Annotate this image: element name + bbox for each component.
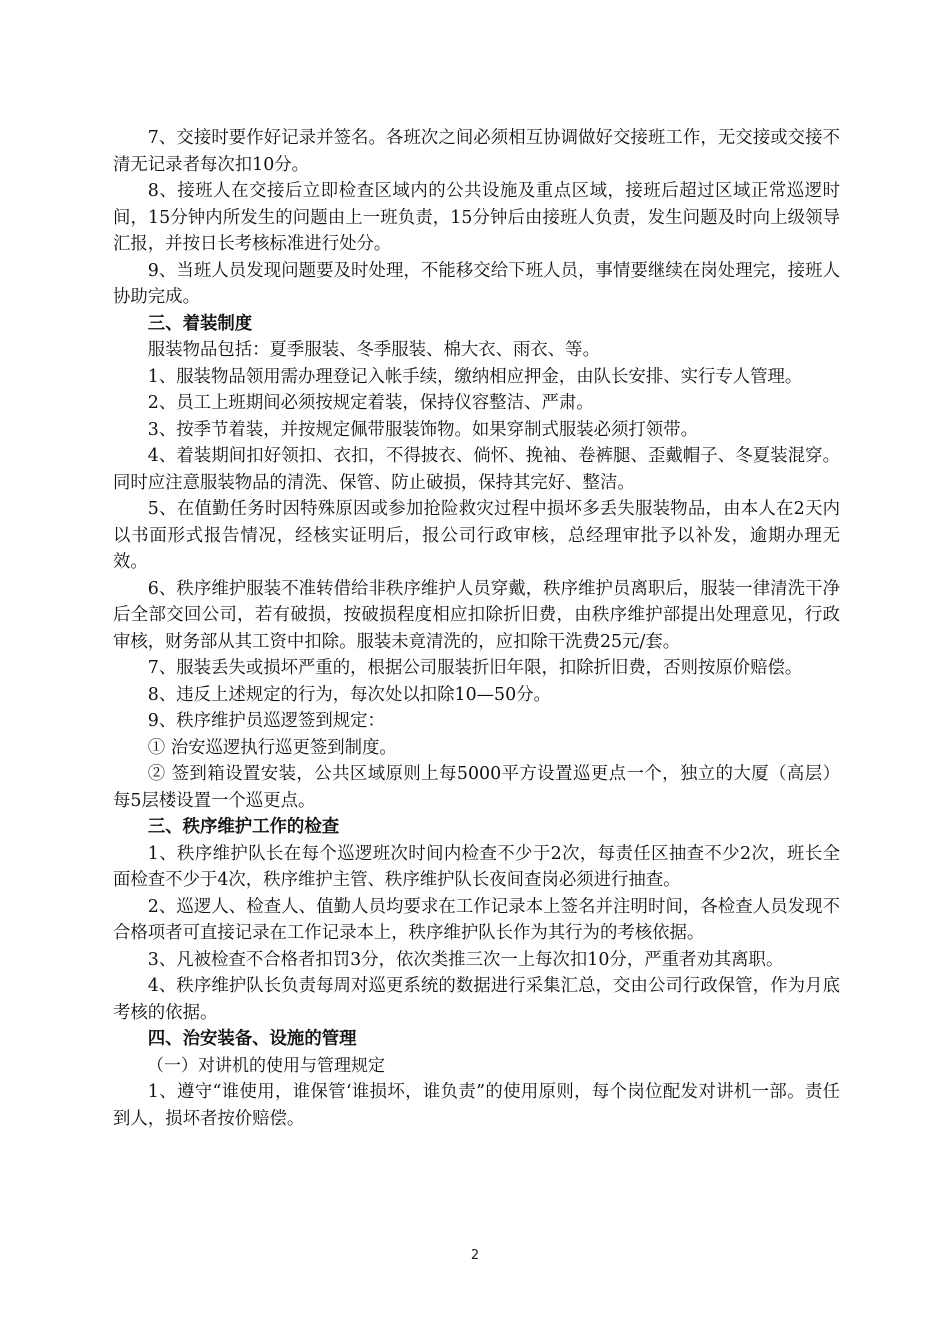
- paragraph: 4、秩序维护队长负责每周对巡更系统的数据进行采集汇总，交由公司行政保管，作为月底考核的依据。: [113, 976, 840, 1023]
- paragraph: 8、接班人在交接后立即检查区域内的公共设施及重点区域，接班后超过区域正常巡逻时间，15分钟内所发生的问题由上一班负责，15分钟后由接班人负责，发生问题及时向上级领导汇报，并按日长考核标准进行处分。: [113, 181, 840, 254]
- subsection-heading: （一）对讲机的使用与管理规定: [147, 1055, 385, 1076]
- paragraph: 6、秩序维护服装不准转借给非秩序维护人员穿戴，秩序维护员离职后，服装一律清洗干净后全部交回公司，若有破损，按破损程度相应扣除折旧费，由秩序维护部提出处理意见，行政审核，财务部从其工资中扣除。服装未竟清洗的，应扣除干洗费25元/套。: [113, 578, 840, 652]
- paragraph: 服装物品包括：夏季服装、冬季服装、棉大衣、雨衣、等。: [147, 340, 600, 360]
- paragraph: 4、着装期间扣好领扣、衣扣，不得披衣、倘怀、挽袖、卷裤腿、歪戴帽子、冬夏装混穿。同时应注意服装物品的清洗、保管、防止破损，保持其完好、整洁。: [113, 446, 840, 493]
- paragraph: 1、秩序维护队长在每个巡逻班次时间内检查不少于2次，每责任区抽查不少2次，班长全面检查不少于4次，秩序维护主管、秩序维护队长夜间查岗必须进行抽查。: [113, 843, 840, 890]
- document-body: [113, 125, 840, 1132]
- paragraph: 9、当班人员发现问题要及时处理，不能移交给下班人员，事情要继续在岗处理完，接班人协助完成。: [113, 260, 840, 307]
- paragraph: 9、秩序维护员巡逻签到规定：: [147, 711, 385, 731]
- paragraph: ① 治安巡逻执行巡更签到制度。: [147, 737, 397, 758]
- paragraph: 5、在值勤任务时因特殊原因或参加抢险救灾过程中损坏多丢失服装物品，由本人在2天内以书面形式报告情况，经核实证明后，报公司行政审核，总经理审批予以补发，逾期办理无效。: [113, 499, 840, 572]
- paragraph: ② 签到箱设置安装，公共区域原则上每5000平方设置巡更点一个，独立的大厦（高层）每5层楼设置一个巡更点。: [113, 764, 840, 811]
- paragraph: 1、服装物品领用需办理登记入帐手续，缴纳相应押金，由队长安排、实行专人管理。: [147, 366, 803, 387]
- paragraph: 8、违反上述规定的行为，每次处以扣除10—50分。: [147, 684, 551, 705]
- section-heading: 三、着装制度: [147, 313, 253, 334]
- paragraph: 2、员工上班期间必须按规定着装，保持仪容整洁、严肃。: [147, 393, 594, 413]
- paragraph: 3、凡被检查不合格者扣罚3分，依次类推三次一上每次扣10分，严重者劝其离职。: [147, 949, 784, 970]
- paragraph: 3、按季节着装，并按规定佩带服装饰物。如果穿制式服装必须打领带。: [147, 419, 698, 440]
- paragraph: 1、遵守“谁使用，谁保管‘谁损坏，谁负责”的使用原则，每个岗位配发对讲机一部。责任到人，损坏者按价赔偿。: [113, 1082, 840, 1129]
- section-heading: 三、秩序维护工作的检查: [147, 817, 340, 837]
- paragraph: 7、交接时要作好记录并签名。各班次之间必须相互协调做好交接班工作，无交接或交接不清无记录者每次扣10分。: [113, 128, 840, 175]
- paragraph: 7、服装丢失或损坏严重的，根据公司服装折旧年限，扣除折旧费，否则按原价赔偿。: [147, 658, 803, 678]
- paragraph: 2、巡逻人、检查人、值勤人员均要求在工作记录本上签名并注明时间，各检查人员发现不合格项者可直接记录在工作记录本上，秩序维护队长作为其行为的考核依据。: [113, 896, 840, 943]
- page-number: 2: [470, 1248, 480, 1263]
- section-heading: 四、治安装备、设施的管理: [147, 1029, 357, 1049]
